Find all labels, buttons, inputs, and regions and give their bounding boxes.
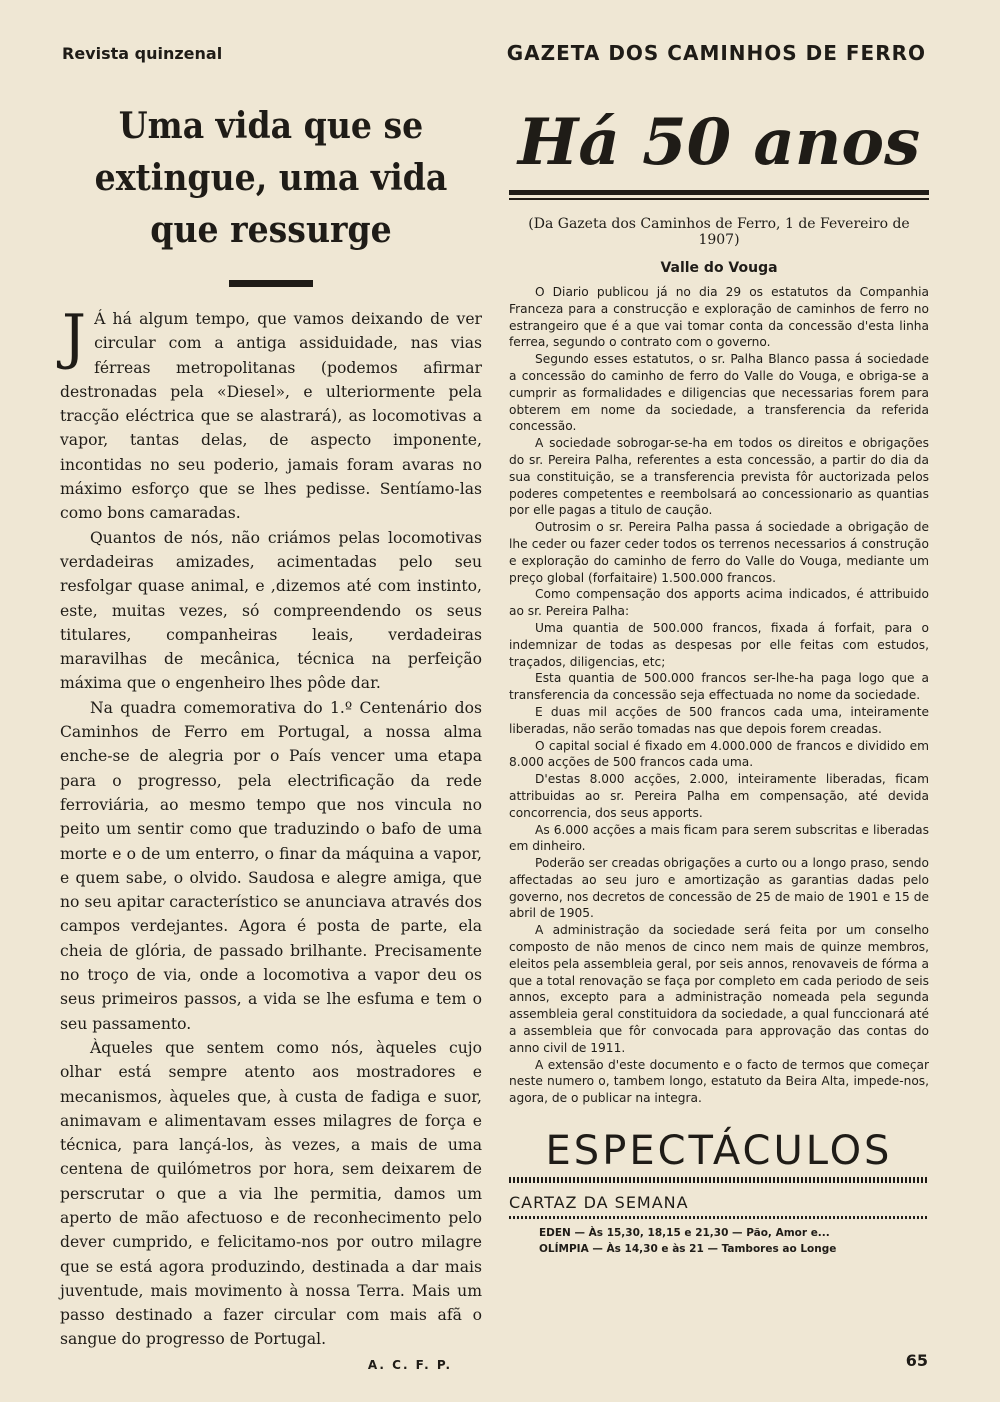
right-article [509, 100, 929, 1257]
page-number: 65 [905, 1351, 928, 1370]
paragraph: Na quadra comemorativa do 1.º Centenário dos Caminhos de Ferro em Portugal, a nossa alma enche-se de alegria por o País vencer uma etapa para o progresso, pela electrificação da rede ferroviária, ao mesmo tempo que nos vincula no peito um sentir como que traduzindo o bafo de uma morte e o de um enterro, o finar da máquina a vapor, e quem sabe, o olvido. Saudosa e alegre amiga, que no seu apitar característico se anunciava através dos campos verdejantes. Agora é posta de parte, ela cheia de glória, de passado brilhante. Precisamente no troço de via, onde a locomotiva a vapor deu os seus primeiros passos, a vida se lhe esfuma e tem o seu passamento. [60, 698, 482, 1033]
right-article-body [509, 284, 929, 1107]
paragraph: Quantos de nós, não criámos pelas locomotivas verdadeiras amizades, acimentadas pelo seu resfolgar quase animal, e ,dizemos até com instinto, este, muitas vezes, só compreendendo os seus titulares, companheiras leais, verdadeiras maravilhas de mecânica, técnica na perfeição máxima que o engenheiro lhes pôde dar. [60, 528, 482, 693]
signature: A. C. F. P. [367, 1357, 452, 1372]
section-subtitle: Valle do Vouga [660, 260, 778, 276]
paragraph: D'estas 8.000 acções, 2.000, inteiramente liberadas, ficam attribuidas ao sr. Pereira Palha em compensação, até devida concorrencia, dos seus apports. [509, 772, 929, 820]
paragraph: Uma quantia de 500.000 francos, fixada á forfait, para o indemnizar de todas as despesas por elle feitas com estudos, traçados, diligencias, etc; [509, 620, 929, 669]
espectaculos-title: ESPECTÁCULOS [545, 1128, 893, 1175]
cartaz-subtitle: CARTAZ DA SEMANA [509, 1193, 689, 1213]
listing-item: OLÍMPIA — Às 14,30 e às 21 — Tambores ao Longe [539, 1243, 837, 1256]
right-article-title: Há 50 anos [517, 105, 921, 180]
paragraph: Poderão ser creadas obrigações a curto ou a longo praso, sendo affectadas ao seu juro e amortização as garantias dadas pelo governo, nos decretos de concessão de 25 de maio de 1901 e 15 de abril de 1905. [509, 856, 929, 921]
cartaz-rule [509, 1216, 929, 1219]
paragraph: Àqueles que sentem como nós, àqueles cujo olhar está sempre atento aos mostradores e mecanismos, àqueles que, à custa de fadiga e suor, animavam e alimentavam esses milagres de força e técnica, para lançá-los, às vezes, a mais de uma centena de quilómetros por hora, sem deixarem de perscrutar o que a via lhe permitia, damos um aperto de mão afectuoso e de reconhecimento pelo dever cumprido, e felicitamo-nos por outro milagre que se está agora produzindo, destinada a dar mais juventude, mais movimento à nossa Terra. Mais um passo destinado a fazer circular com mais afã o sangue do progresso de Portugal. [60, 1038, 482, 1349]
paragraph: Outrosim o sr. Pereira Palha passa á sociedade a obrigação de lhe ceder ou fazer ceder todos os terrenos necessarios á construção e exploração do caminho de ferro do Valle do Vouga, mediante um preço global (forfaitaire) 1.500.000 francos. [509, 520, 929, 585]
source-line: (Da Gazeta dos Caminhos de Ferro, 1 de Fevereiro de 1907) [528, 216, 910, 248]
paragraph: A extensão d'este documento e o facto de termos que começar neste numero o, tambem longo, estatuto da Beira Alta, impede-nos, agora, de o publicar na integra. [509, 1057, 929, 1106]
drop-cap: J [62, 302, 87, 372]
header-left: Revista quinzenal [62, 44, 223, 63]
left-article-title: Uma vida que se extingue, uma vida que ressurge [94, 105, 448, 251]
title-rule-thick [509, 190, 929, 195]
paragraph: As 6.000 acções a mais ficam para serem subscritas e liberadas em dinheiro. [509, 822, 929, 854]
title-divider [229, 280, 313, 287]
espectaculos-rule [509, 1177, 929, 1183]
left-article-body [60, 302, 482, 1352]
paragraph: J Á há algum tempo, que vamos deixando de ver circular com a antiga assiduidade, nas vias férreas metropolitanas (podemos afirmar destronadas pela «Diesel», e ulteriormente pela tracção eléctrica que se alastrará), as locomotivas a vapor, tantas delas, de aspecto imponente, incontidas no seu poderio, jamais foram avaras no máximo esforço que se lhes pedisse. Sentíamo-las como bons camaradas. [60, 302, 482, 523]
header-right: GAZETA DOS CAMINHOS DE FERRO [506, 41, 926, 65]
paragraph: Esta quantia de 500.000 francos ser-lhe-ha paga logo que a transferencia da concessão seja effectuada no nome da sociedade. [509, 671, 929, 703]
paragraph: Segundo esses estatutos, o sr. Palha Blanco passa á sociedade a concessão do caminho de ferro do Valle do Vouga, e obriga-se a cumprir as formalidades e diligencias que necessarias forem para obterem em nome da sociedade, a transferencia da referida concessão. [509, 352, 929, 434]
paragraph: E duas mil acções de 500 francos cada uma, inteiramente liberadas, não serão tomadas nas que depois forem creadas. [509, 704, 929, 736]
paragraph: A sociedade sobrogar-se-ha em todos os direitos e obrigações do sr. Pereira Palha, referentes a esta concessão, a partir do dia da sua constituição, se a transferencia prevista fôr auctorizada pelos poderes competentes e reembolsará ao concessionario as quantias por elle pagas a titulo de caução. [509, 436, 929, 518]
paragraph: O capital social é fixado em 4.000.000 de francos e dividido em 8.000 acções de 500 francos cada uma. [509, 738, 929, 770]
title-rule-thin [509, 198, 929, 200]
listing-item: EDEN — Às 15,30, 18,15 e 21,30 — Pão, Amor e... [539, 1227, 830, 1240]
left-article [60, 100, 482, 1372]
paragraph: A administração da sociedade será feita por um conselho composto de não menos de cinco nem mais de quinze membros, eleitos pela assembleia geral, por seis annos, renovaveis de fórma a que a total renovação se faça por completo em cada periodo de seis annos, excepto para a administração nomeada pela segunda assembleia geral constituidora da sociedade, a qual funccionará até a assembleia que fôr convocada para approvação das contas do anno civil de 1911. [509, 923, 929, 1055]
paragraph: Como compensação dos apports acima indicados, é attribuido ao sr. Pereira Palha: [509, 587, 929, 619]
paragraph: O Diario publicou já no dia 29 os estatutos da Companhia Franceza para a construcção e exploração de caminhos de ferro no estrangeiro que é a que vai tomar conta da concessão d'esta linha ferrea, segundo o contrato com o governo. [509, 285, 929, 350]
